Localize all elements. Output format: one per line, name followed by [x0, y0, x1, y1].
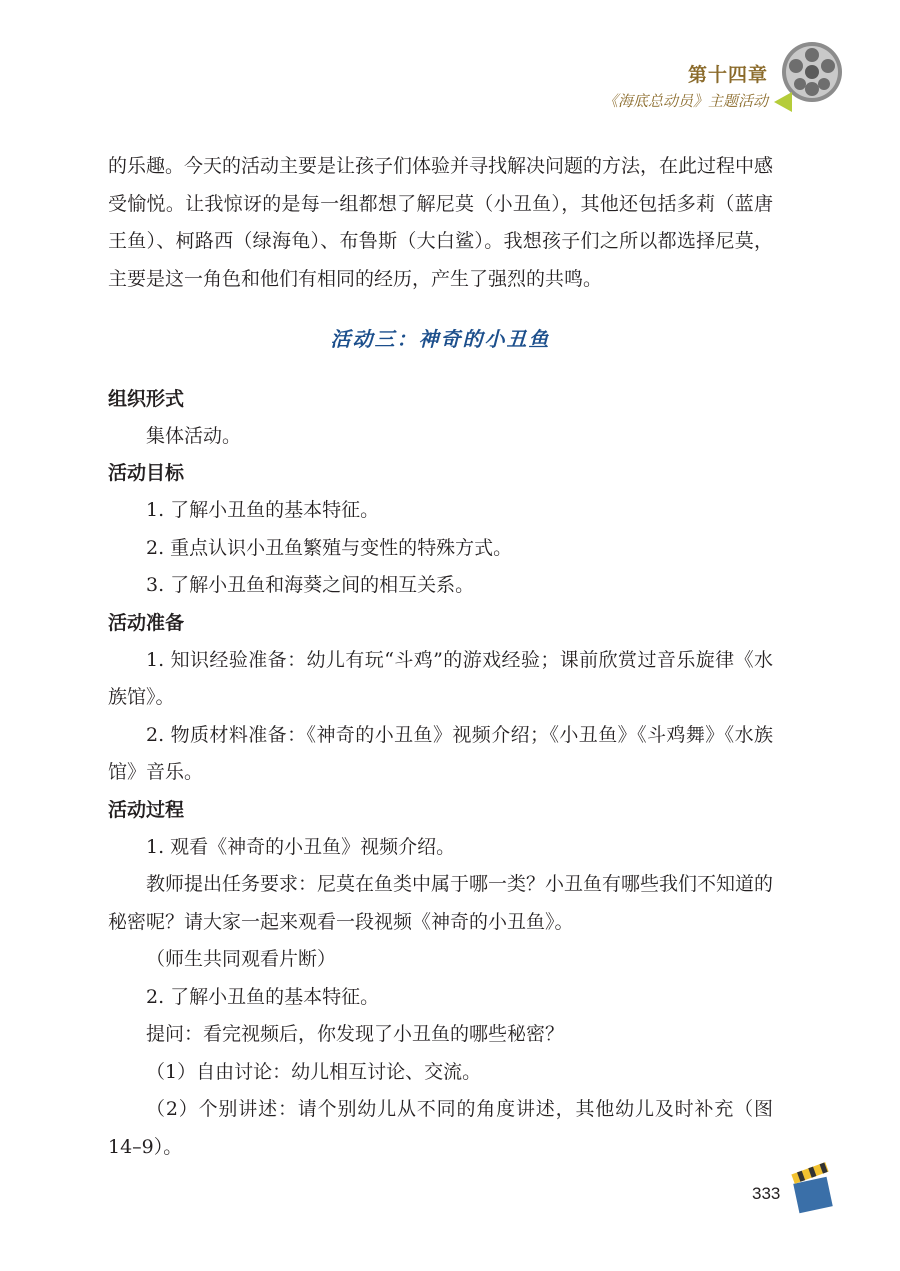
process-item: 教师提出任务要求：尼莫在鱼类中属于哪一类？小丑鱼有哪些我们不知道的秘密呢？请大家一起来观看一段视频《神奇的小丑鱼》。 — [108, 873, 774, 933]
page-header — [0, 0, 900, 120]
goals-heading: 活动目标 — [108, 462, 185, 484]
process-item: 1. 观看《神奇的小丑鱼》视频介绍。 — [146, 835, 456, 858]
form-heading: 组织形式 — [108, 387, 185, 410]
chapter-subtitle: 《海底总动员》主题活动 — [602, 92, 768, 110]
process-item: 2. 了解小丑鱼的基本特征。 — [146, 985, 380, 1008]
page-number: 333 — [752, 1184, 781, 1203]
process-item: （1）自由讨论：幼儿相互讨论、交流。 — [146, 1060, 482, 1083]
process-item: （2）个别讲述：请个别幼儿从不同的角度讲述，其他幼儿及时补充（图14–9）。 — [108, 1098, 773, 1158]
page-body — [108, 148, 773, 1166]
form-text: 集体活动。 — [146, 424, 242, 447]
prep-item: 1. 知识经验准备：幼儿有玩“斗鸡”的游戏经验；课前欣赏过音乐旋律《水族馆》。 — [108, 648, 773, 708]
process-heading: 活动过程 — [108, 798, 185, 821]
process-item: （师生共同观看片断） — [146, 948, 337, 970]
process-item: 提问：看完视频后，你发现了小丑鱼的哪些秘密？ — [146, 1023, 565, 1045]
film-reel-icon — [772, 38, 844, 118]
prep-item: 2. 物质材料准备：《神奇的小丑鱼》视频介绍；《小丑鱼》《斗鸡舞》《水族馆》音乐。 — [108, 723, 773, 783]
clapperboard-icon — [788, 1158, 836, 1218]
goal-item: 2. 重点认识小丑鱼繁殖与变性的特殊方式。 — [146, 536, 513, 559]
intro-paragraph: 的乐趣。今天的活动主要是让孩子们体验并寻找解决问题的方法，在此过程中感受愉悦。让我惊讶的是每一组都想了解尼莫（小丑鱼），其他还包括多莉（蓝唐王鱼）、柯路西（绿海龟）、布鲁斯（大白鲨）。我想孩子们之所以都选择尼莫，主要是这一角色和他们有相同的经历，产生了强烈的共鸣。 — [108, 155, 774, 290]
chapter-label: 第十四章 — [687, 64, 768, 86]
prep-heading: 活动准备 — [108, 611, 185, 634]
goal-item: 1. 了解小丑鱼的基本特征。 — [146, 499, 380, 521]
goal-item: 3. 了解小丑鱼和海葵之间的相互关系。 — [146, 574, 475, 596]
section-title: 活动三：神奇的小丑鱼 — [330, 327, 551, 351]
